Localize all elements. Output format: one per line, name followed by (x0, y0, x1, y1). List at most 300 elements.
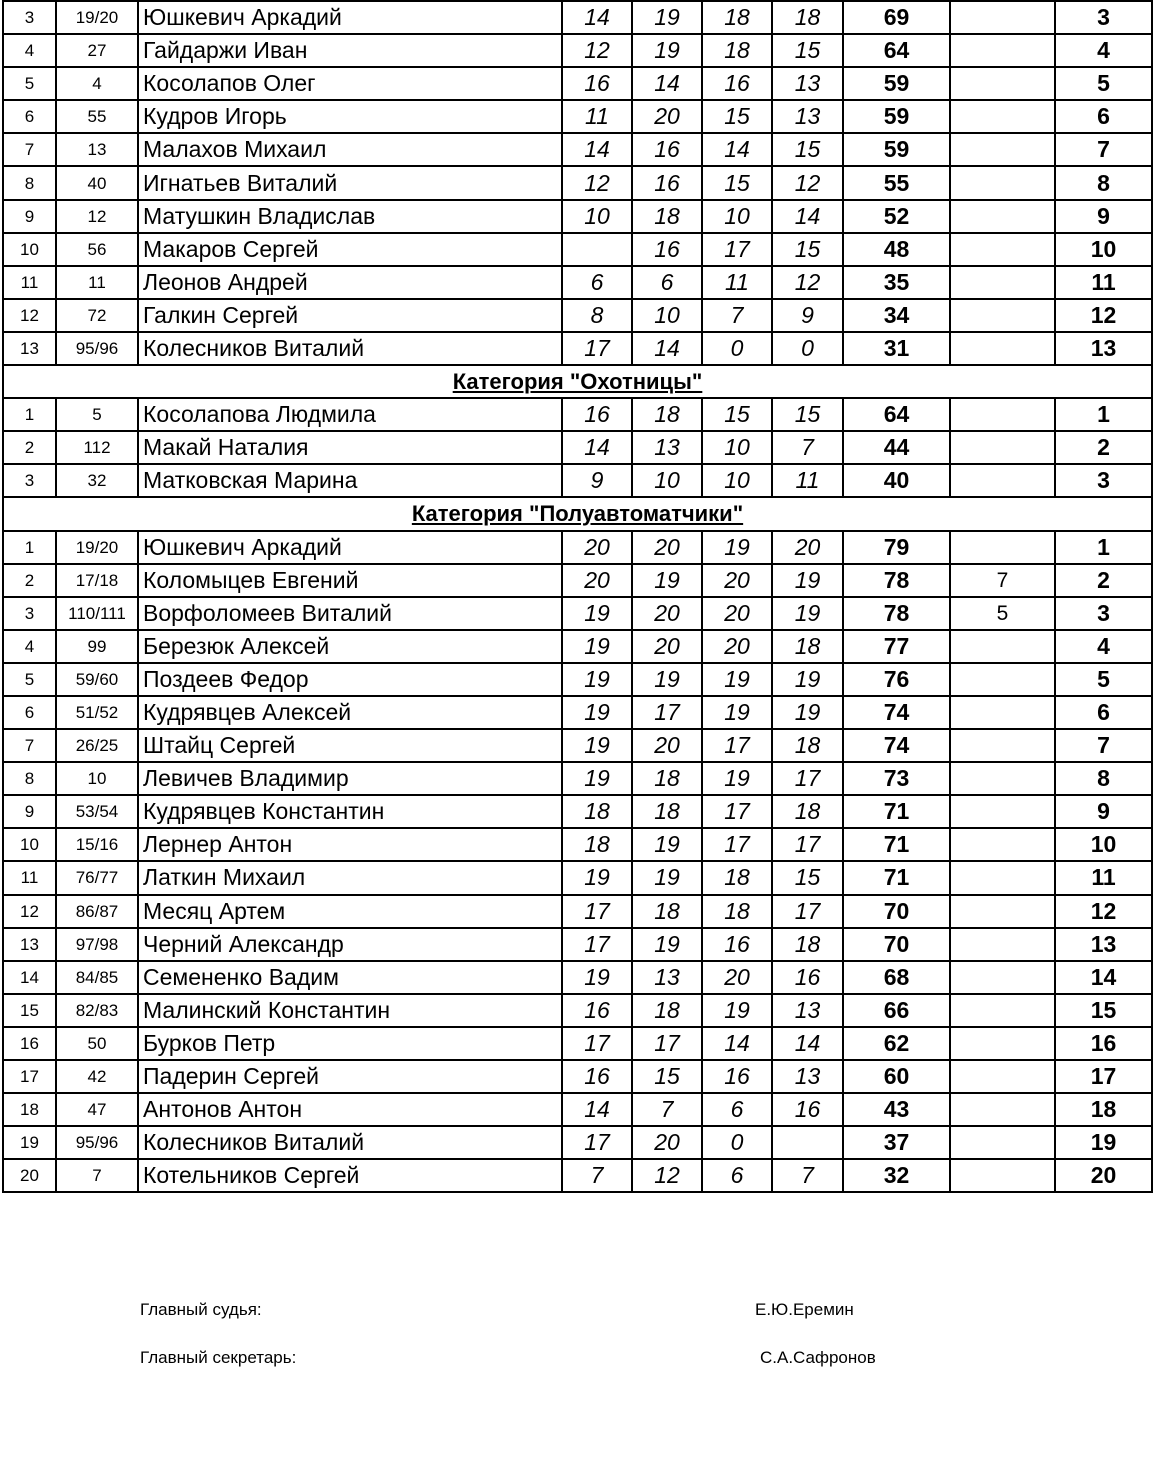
participant-number: 86/87 (56, 895, 138, 928)
participant-number: 95/96 (56, 1126, 138, 1159)
shootoff-score (950, 67, 1055, 100)
participant-name: Матковская Марина (138, 464, 562, 497)
shootoff-score (950, 762, 1055, 795)
round-score: 16 (632, 233, 702, 266)
round-score: 12 (562, 166, 632, 199)
round-score: 14 (632, 332, 702, 365)
participant-number: 42 (56, 1060, 138, 1093)
table-row (3, 166, 1152, 199)
shootoff-score (950, 398, 1055, 431)
place: 18 (1055, 1093, 1152, 1126)
place: 9 (1055, 200, 1152, 233)
table-row (3, 564, 1152, 597)
participant-name: Котельников Сергей (138, 1159, 562, 1192)
place: 4 (1055, 630, 1152, 663)
participant-number: 72 (56, 299, 138, 332)
row-index: 5 (3, 67, 56, 100)
round-score: 18 (632, 895, 702, 928)
round-score: 19 (562, 663, 632, 696)
shootoff-score (950, 630, 1055, 663)
participant-name: Черний Александр (138, 928, 562, 961)
round-score: 8 (562, 299, 632, 332)
shootoff-score: 7 (950, 564, 1055, 597)
participant-name: Кудров Игорь (138, 100, 562, 133)
row-index: 9 (3, 200, 56, 233)
participant-number: 112 (56, 431, 138, 464)
table-row (3, 597, 1152, 630)
total-score: 52 (843, 200, 950, 233)
results-table (2, 0, 1153, 1193)
row-index: 10 (3, 828, 56, 861)
round-score: 13 (632, 431, 702, 464)
shootoff-score (950, 166, 1055, 199)
participant-number: 26/25 (56, 729, 138, 762)
place: 14 (1055, 961, 1152, 994)
round-score: 19 (702, 531, 772, 564)
shootoff-score (950, 1159, 1055, 1192)
table-row (3, 861, 1152, 894)
round-score: 14 (562, 1093, 632, 1126)
round-score: 19 (772, 663, 843, 696)
table-row (3, 1027, 1152, 1060)
round-score: 12 (772, 166, 843, 199)
round-score: 19 (632, 928, 702, 961)
participant-name: Лернер Антон (138, 828, 562, 861)
round-score: 19 (562, 597, 632, 630)
round-score: 7 (562, 1159, 632, 1192)
round-score: 20 (632, 630, 702, 663)
row-index: 4 (3, 34, 56, 67)
round-score (772, 1126, 843, 1159)
participant-name: Юшкевич Аркадий (138, 531, 562, 564)
participant-number: 19/20 (56, 531, 138, 564)
round-score: 20 (632, 1126, 702, 1159)
round-score: 15 (702, 398, 772, 431)
round-score: 15 (772, 233, 843, 266)
round-score: 16 (562, 67, 632, 100)
round-score: 14 (562, 133, 632, 166)
round-score: 16 (632, 166, 702, 199)
table-row (3, 1126, 1152, 1159)
round-score: 19 (632, 34, 702, 67)
round-score: 17 (562, 1126, 632, 1159)
total-score: 55 (843, 166, 950, 199)
round-score: 18 (772, 630, 843, 663)
row-index: 2 (3, 564, 56, 597)
place: 15 (1055, 994, 1152, 1027)
round-score: 13 (772, 994, 843, 1027)
participant-name: Кудрявцев Константин (138, 795, 562, 828)
row-index: 1 (3, 531, 56, 564)
round-score: 15 (702, 166, 772, 199)
place: 11 (1055, 266, 1152, 299)
place: 11 (1055, 861, 1152, 894)
table-row (3, 398, 1152, 431)
round-score: 18 (702, 34, 772, 67)
participant-number: 5 (56, 398, 138, 431)
shootoff-score (950, 1027, 1055, 1060)
shootoff-score (950, 1093, 1055, 1126)
round-score: 16 (702, 928, 772, 961)
round-score: 18 (632, 994, 702, 1027)
participant-name: Левичев Владимир (138, 762, 562, 795)
place: 9 (1055, 795, 1152, 828)
round-score: 19 (772, 597, 843, 630)
round-score: 10 (702, 200, 772, 233)
shootoff-score (950, 464, 1055, 497)
participant-name: Игнатьев Виталий (138, 166, 562, 199)
round-score: 18 (632, 200, 702, 233)
round-score: 7 (632, 1093, 702, 1126)
place: 1 (1055, 398, 1152, 431)
judge-name: Е.Ю.Еремин (755, 1300, 854, 1319)
total-score: 64 (843, 398, 950, 431)
round-score: 6 (702, 1159, 772, 1192)
round-score: 20 (562, 564, 632, 597)
round-score: 14 (632, 67, 702, 100)
row-index: 20 (3, 1159, 56, 1192)
shootoff-score (950, 663, 1055, 696)
round-score: 7 (772, 431, 843, 464)
participant-name: Березюк Алексей (138, 630, 562, 663)
place: 7 (1055, 133, 1152, 166)
round-score: 13 (772, 100, 843, 133)
round-score: 14 (772, 1027, 843, 1060)
participant-number: 110/111 (56, 597, 138, 630)
round-score: 17 (702, 233, 772, 266)
round-score: 14 (562, 431, 632, 464)
round-score: 20 (562, 531, 632, 564)
row-index: 8 (3, 762, 56, 795)
participant-number: 95/96 (56, 332, 138, 365)
round-score: 6 (632, 266, 702, 299)
round-score: 17 (562, 895, 632, 928)
round-score: 16 (772, 1093, 843, 1126)
row-index: 14 (3, 961, 56, 994)
round-score: 18 (632, 762, 702, 795)
round-score: 12 (562, 34, 632, 67)
participant-name: Коломыцев Евгений (138, 564, 562, 597)
round-score: 18 (772, 928, 843, 961)
participant-number: 97/98 (56, 928, 138, 961)
table-row (3, 729, 1152, 762)
row-index: 7 (3, 133, 56, 166)
round-score: 19 (702, 762, 772, 795)
participant-number: 17/18 (56, 564, 138, 597)
total-score: 68 (843, 961, 950, 994)
participant-name: Матушкин Владислав (138, 200, 562, 233)
participant-number: 59/60 (56, 663, 138, 696)
round-score: 10 (632, 464, 702, 497)
participant-name: Юшкевич Аркадий (138, 1, 562, 34)
shootoff-score (950, 200, 1055, 233)
participant-name: Макаров Сергей (138, 233, 562, 266)
shootoff-score (950, 795, 1055, 828)
participant-number: 84/85 (56, 961, 138, 994)
place: 7 (1055, 729, 1152, 762)
total-score: 70 (843, 928, 950, 961)
table-row (3, 200, 1152, 233)
total-score: 79 (843, 531, 950, 564)
category-header-row (3, 497, 1152, 530)
round-score: 18 (772, 795, 843, 828)
round-score: 16 (772, 961, 843, 994)
round-score: 17 (772, 828, 843, 861)
row-index: 11 (3, 861, 56, 894)
round-score: 11 (562, 100, 632, 133)
round-score: 19 (632, 861, 702, 894)
shootoff-score (950, 961, 1055, 994)
participant-name: Бурков Петр (138, 1027, 562, 1060)
round-score: 19 (562, 961, 632, 994)
place: 2 (1055, 431, 1152, 464)
round-score: 19 (562, 696, 632, 729)
participant-number: 50 (56, 1027, 138, 1060)
participant-number: 47 (56, 1093, 138, 1126)
round-score: 16 (562, 398, 632, 431)
round-score: 17 (562, 1027, 632, 1060)
table-row (3, 1159, 1152, 1192)
round-score: 18 (562, 795, 632, 828)
round-score: 19 (562, 762, 632, 795)
round-score: 20 (632, 597, 702, 630)
round-score: 0 (772, 332, 843, 365)
round-score: 6 (562, 266, 632, 299)
place: 8 (1055, 762, 1152, 795)
total-score: 48 (843, 233, 950, 266)
round-score: 19 (632, 1, 702, 34)
round-score: 7 (772, 1159, 843, 1192)
participant-name: Месяц Артем (138, 895, 562, 928)
round-score: 18 (632, 398, 702, 431)
total-score: 35 (843, 266, 950, 299)
table-row (3, 133, 1152, 166)
table-row (3, 233, 1152, 266)
round-score: 14 (702, 1027, 772, 1060)
total-score: 71 (843, 828, 950, 861)
participant-number: 19/20 (56, 1, 138, 34)
participant-name: Антонов Антон (138, 1093, 562, 1126)
round-score: 20 (772, 531, 843, 564)
row-index: 19 (3, 1126, 56, 1159)
round-score: 10 (562, 200, 632, 233)
round-score: 19 (702, 663, 772, 696)
round-score: 19 (632, 564, 702, 597)
participant-number: 99 (56, 630, 138, 663)
place: 5 (1055, 663, 1152, 696)
place: 1 (1055, 531, 1152, 564)
shootoff-score (950, 299, 1055, 332)
round-score: 16 (562, 994, 632, 1027)
round-score: 19 (562, 729, 632, 762)
round-score: 19 (702, 994, 772, 1027)
round-score: 18 (702, 861, 772, 894)
participant-name: Штайц Сергей (138, 729, 562, 762)
row-index: 12 (3, 299, 56, 332)
participant-name: Косолапов Олег (138, 67, 562, 100)
round-score: 16 (562, 1060, 632, 1093)
table-row (3, 34, 1152, 67)
round-score: 14 (702, 133, 772, 166)
participant-name: Малахов Михаил (138, 133, 562, 166)
total-score: 59 (843, 100, 950, 133)
round-score: 19 (562, 630, 632, 663)
participant-number: 32 (56, 464, 138, 497)
table-row (3, 431, 1152, 464)
place: 13 (1055, 332, 1152, 365)
participant-number: 4 (56, 67, 138, 100)
category-title: Категория "Полуавтоматчики" (3, 497, 1152, 530)
table-row (3, 531, 1152, 564)
round-score: 0 (702, 332, 772, 365)
row-index: 9 (3, 795, 56, 828)
table-row (3, 1060, 1152, 1093)
total-score: 71 (843, 795, 950, 828)
total-score: 74 (843, 729, 950, 762)
row-index: 3 (3, 1, 56, 34)
round-score: 17 (702, 828, 772, 861)
table-row (3, 895, 1152, 928)
round-score: 10 (702, 431, 772, 464)
shootoff-score (950, 233, 1055, 266)
shootoff-score (950, 828, 1055, 861)
total-score: 60 (843, 1060, 950, 1093)
participant-number: 12 (56, 200, 138, 233)
place: 2 (1055, 564, 1152, 597)
total-score: 74 (843, 696, 950, 729)
row-index: 17 (3, 1060, 56, 1093)
shootoff-score (950, 332, 1055, 365)
row-index: 8 (3, 166, 56, 199)
round-score: 16 (632, 133, 702, 166)
row-index: 13 (3, 928, 56, 961)
round-score: 12 (772, 266, 843, 299)
results-body (3, 1, 1152, 1192)
row-index: 3 (3, 464, 56, 497)
round-score: 17 (632, 1027, 702, 1060)
shootoff-score (950, 100, 1055, 133)
participant-name: Кудрявцев Алексей (138, 696, 562, 729)
participant-name: Латкин Михаил (138, 861, 562, 894)
row-index: 11 (3, 266, 56, 299)
participant-number: 27 (56, 34, 138, 67)
round-score: 16 (702, 1060, 772, 1093)
round-score: 18 (562, 828, 632, 861)
place: 12 (1055, 299, 1152, 332)
place: 13 (1055, 928, 1152, 961)
round-score: 18 (632, 795, 702, 828)
row-index: 6 (3, 100, 56, 133)
table-row (3, 332, 1152, 365)
table-row (3, 630, 1152, 663)
total-score: 34 (843, 299, 950, 332)
table-row (3, 299, 1152, 332)
participant-name: Малинский Константин (138, 994, 562, 1027)
row-index: 6 (3, 696, 56, 729)
round-score: 15 (702, 100, 772, 133)
round-score: 20 (632, 100, 702, 133)
participant-number: 40 (56, 166, 138, 199)
row-index: 1 (3, 398, 56, 431)
total-score: 62 (843, 1027, 950, 1060)
total-score: 76 (843, 663, 950, 696)
participant-number: 13 (56, 133, 138, 166)
total-score: 78 (843, 564, 950, 597)
total-score: 59 (843, 133, 950, 166)
table-row (3, 696, 1152, 729)
shootoff-score (950, 266, 1055, 299)
participant-name: Косолапова Людмила (138, 398, 562, 431)
participant-name: Ворфоломеев Виталий (138, 597, 562, 630)
shootoff-score (950, 696, 1055, 729)
total-score: 77 (843, 630, 950, 663)
round-score: 13 (632, 961, 702, 994)
round-score: 20 (702, 961, 772, 994)
secretary-name: С.А.Сафронов (760, 1348, 876, 1367)
round-score: 9 (772, 299, 843, 332)
round-score: 15 (772, 34, 843, 67)
total-score: 37 (843, 1126, 950, 1159)
round-score: 20 (632, 729, 702, 762)
round-score: 18 (702, 895, 772, 928)
place: 17 (1055, 1060, 1152, 1093)
round-score: 20 (702, 597, 772, 630)
participant-name: Семененко Вадим (138, 961, 562, 994)
round-score: 17 (562, 928, 632, 961)
table-row (3, 67, 1152, 100)
round-score: 18 (702, 1, 772, 34)
participant-name: Леонов Андрей (138, 266, 562, 299)
round-score (562, 233, 632, 266)
round-score: 15 (632, 1060, 702, 1093)
place: 3 (1055, 597, 1152, 630)
round-score: 10 (632, 299, 702, 332)
round-score: 14 (772, 200, 843, 233)
participant-name: Галкин Сергей (138, 299, 562, 332)
participant-number: 56 (56, 233, 138, 266)
participant-number: 53/54 (56, 795, 138, 828)
participant-number: 76/77 (56, 861, 138, 894)
round-score: 7 (702, 299, 772, 332)
participant-name: Падерин Сергей (138, 1060, 562, 1093)
total-score: 32 (843, 1159, 950, 1192)
round-score: 17 (632, 696, 702, 729)
row-index: 18 (3, 1093, 56, 1126)
participant-number: 82/83 (56, 994, 138, 1027)
shootoff-score (950, 861, 1055, 894)
round-score: 0 (702, 1126, 772, 1159)
table-row (3, 266, 1152, 299)
shootoff-score (950, 133, 1055, 166)
round-score: 13 (772, 1060, 843, 1093)
round-score: 19 (562, 861, 632, 894)
row-index: 4 (3, 630, 56, 663)
place: 19 (1055, 1126, 1152, 1159)
participant-number: 55 (56, 100, 138, 133)
place: 10 (1055, 828, 1152, 861)
table-row (3, 100, 1152, 133)
row-index: 16 (3, 1027, 56, 1060)
shootoff-score (950, 1, 1055, 34)
participant-number: 15/16 (56, 828, 138, 861)
table-row (3, 795, 1152, 828)
shootoff-score (950, 729, 1055, 762)
participant-number: 51/52 (56, 696, 138, 729)
round-score: 13 (772, 67, 843, 100)
place: 8 (1055, 166, 1152, 199)
place: 16 (1055, 1027, 1152, 1060)
category-header-row (3, 365, 1152, 398)
